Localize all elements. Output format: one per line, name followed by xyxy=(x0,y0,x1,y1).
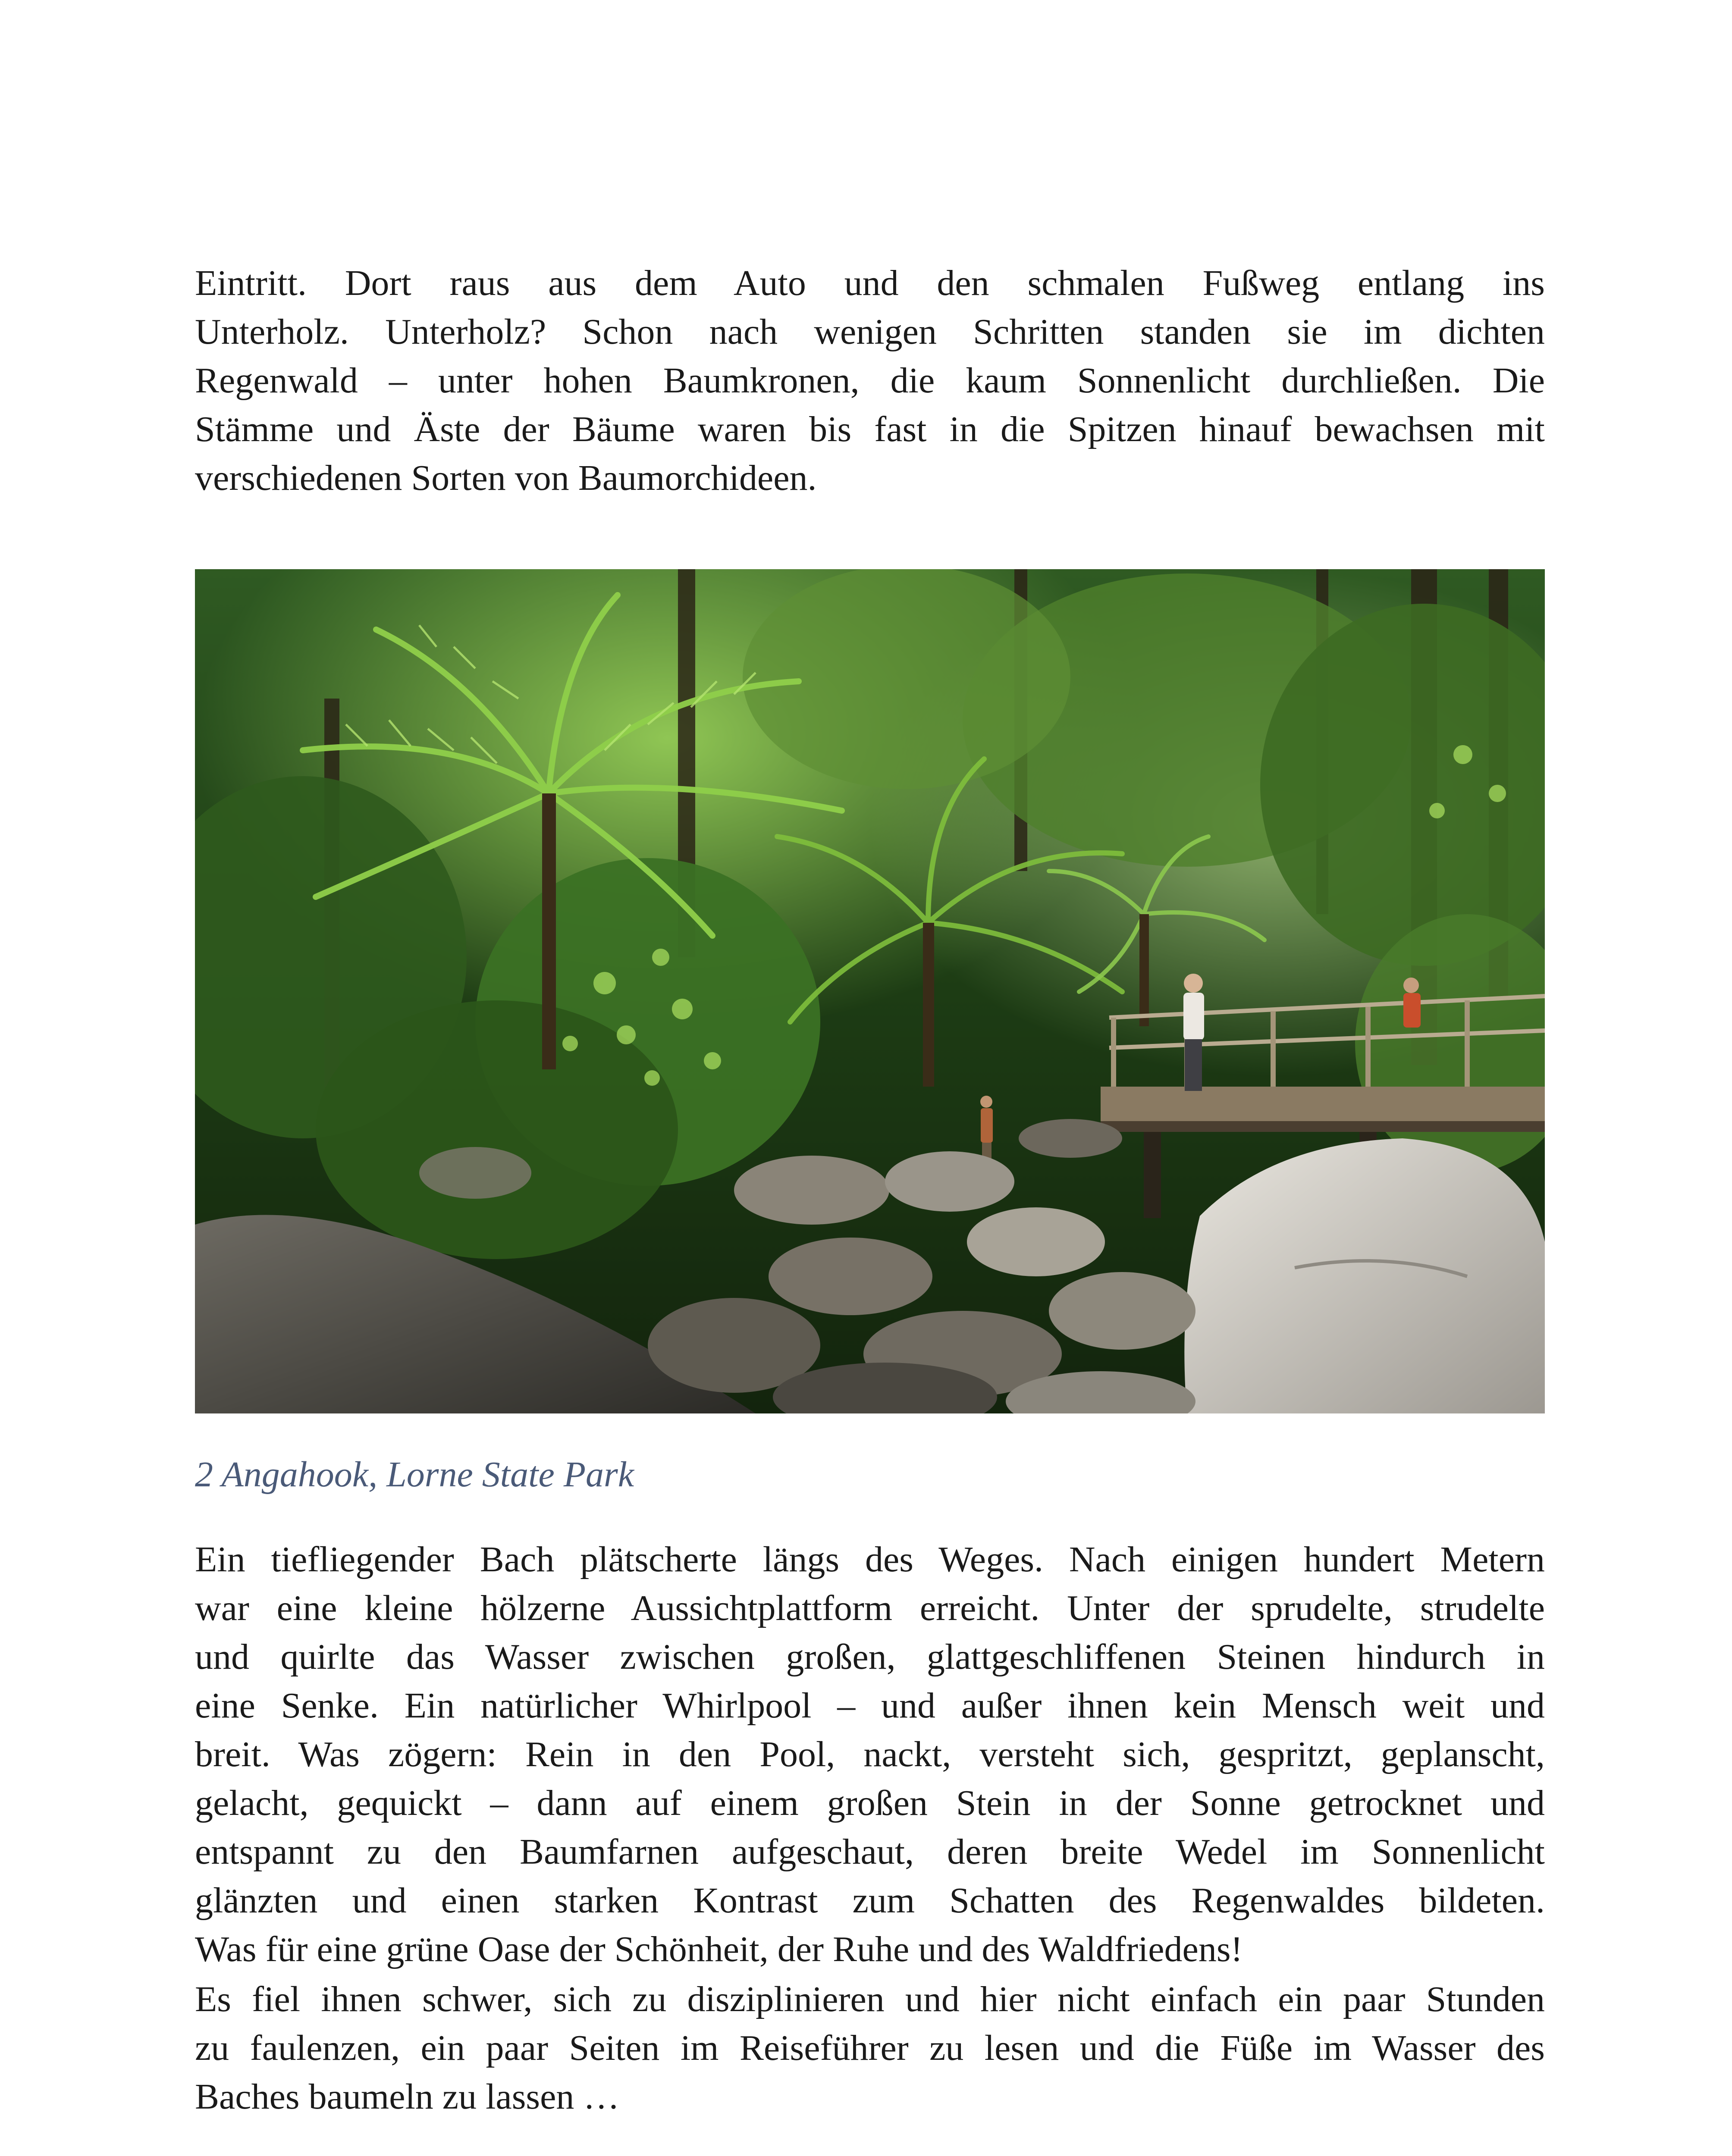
paragraph-lazing xyxy=(195,1975,1545,2121)
paragraph-creek xyxy=(195,1535,1545,1974)
text-line: Ein tiefliegender Bach plätscherte längs des Weges. Nach einigen hundert Metern xyxy=(195,1539,1545,1579)
text-line: eine Senke. Ein natürlicher Whirlpool – und außer ihnen kein Mensch weit und xyxy=(195,1686,1545,1726)
text-line: verschiedenen Sorten von Baumorchideen. xyxy=(195,458,817,498)
text-line: gelacht, gequickt – dann auf einem großen Stein in der Sonne getrocknet und xyxy=(195,1783,1545,1823)
text-line: Stämme und Äste der Bäume waren bis fast in die Spitzen hinauf bewachsen mit xyxy=(195,409,1545,449)
text-line: war eine kleine hölzerne Aussichtplattform erreicht. Unter der sprudelte, strudelte xyxy=(195,1588,1545,1628)
text-line: breit. Was zögern: Rein in den Pool, nackt, versteht sich, gespritzt, geplanscht, xyxy=(195,1734,1545,1774)
text-line: Eintritt. Dort raus aus dem Auto und den schmalen Fußweg entlang ins xyxy=(195,263,1545,303)
text-line: Regenwald – unter hohen Baumkronen, die kaum Sonnenlicht durchließen. Die xyxy=(195,360,1545,401)
rainforest-photo xyxy=(195,569,1545,1413)
text-line: Es fiel ihnen schwer, sich zu disziplinieren und hier nicht einfach ein paar Stunden xyxy=(195,1979,1545,2019)
figure-caption: 2 Angahook, Lorne State Park xyxy=(195,1454,634,1495)
text-line: zu faulenzen, ein paar Seiten im Reiseführer zu lesen und die Füße im Wasser des xyxy=(195,2028,1545,2068)
text-line: Was für eine grüne Oase der Schönheit, der Ruhe und des Waldfriedens! xyxy=(195,1929,1243,1969)
text-line: Baches baumeln zu lassen … xyxy=(195,2077,620,2117)
text-line: Unterholz. Unterholz? Schon nach wenigen Schritten standen sie im dichten xyxy=(195,312,1545,352)
text-line: glänzten und einen starken Kontrast zum Schatten des Regenwaldes bildeten. xyxy=(195,1880,1545,1921)
paragraph-intro xyxy=(195,259,1545,502)
text-line: und quirlte das Wasser zwischen großen, glattgeschliffenen Steinen hindurch in xyxy=(195,1637,1545,1677)
text-line: entspannt zu den Baumfarnen aufgeschaut, deren breite Wedel im Sonnenlicht xyxy=(195,1832,1545,1872)
